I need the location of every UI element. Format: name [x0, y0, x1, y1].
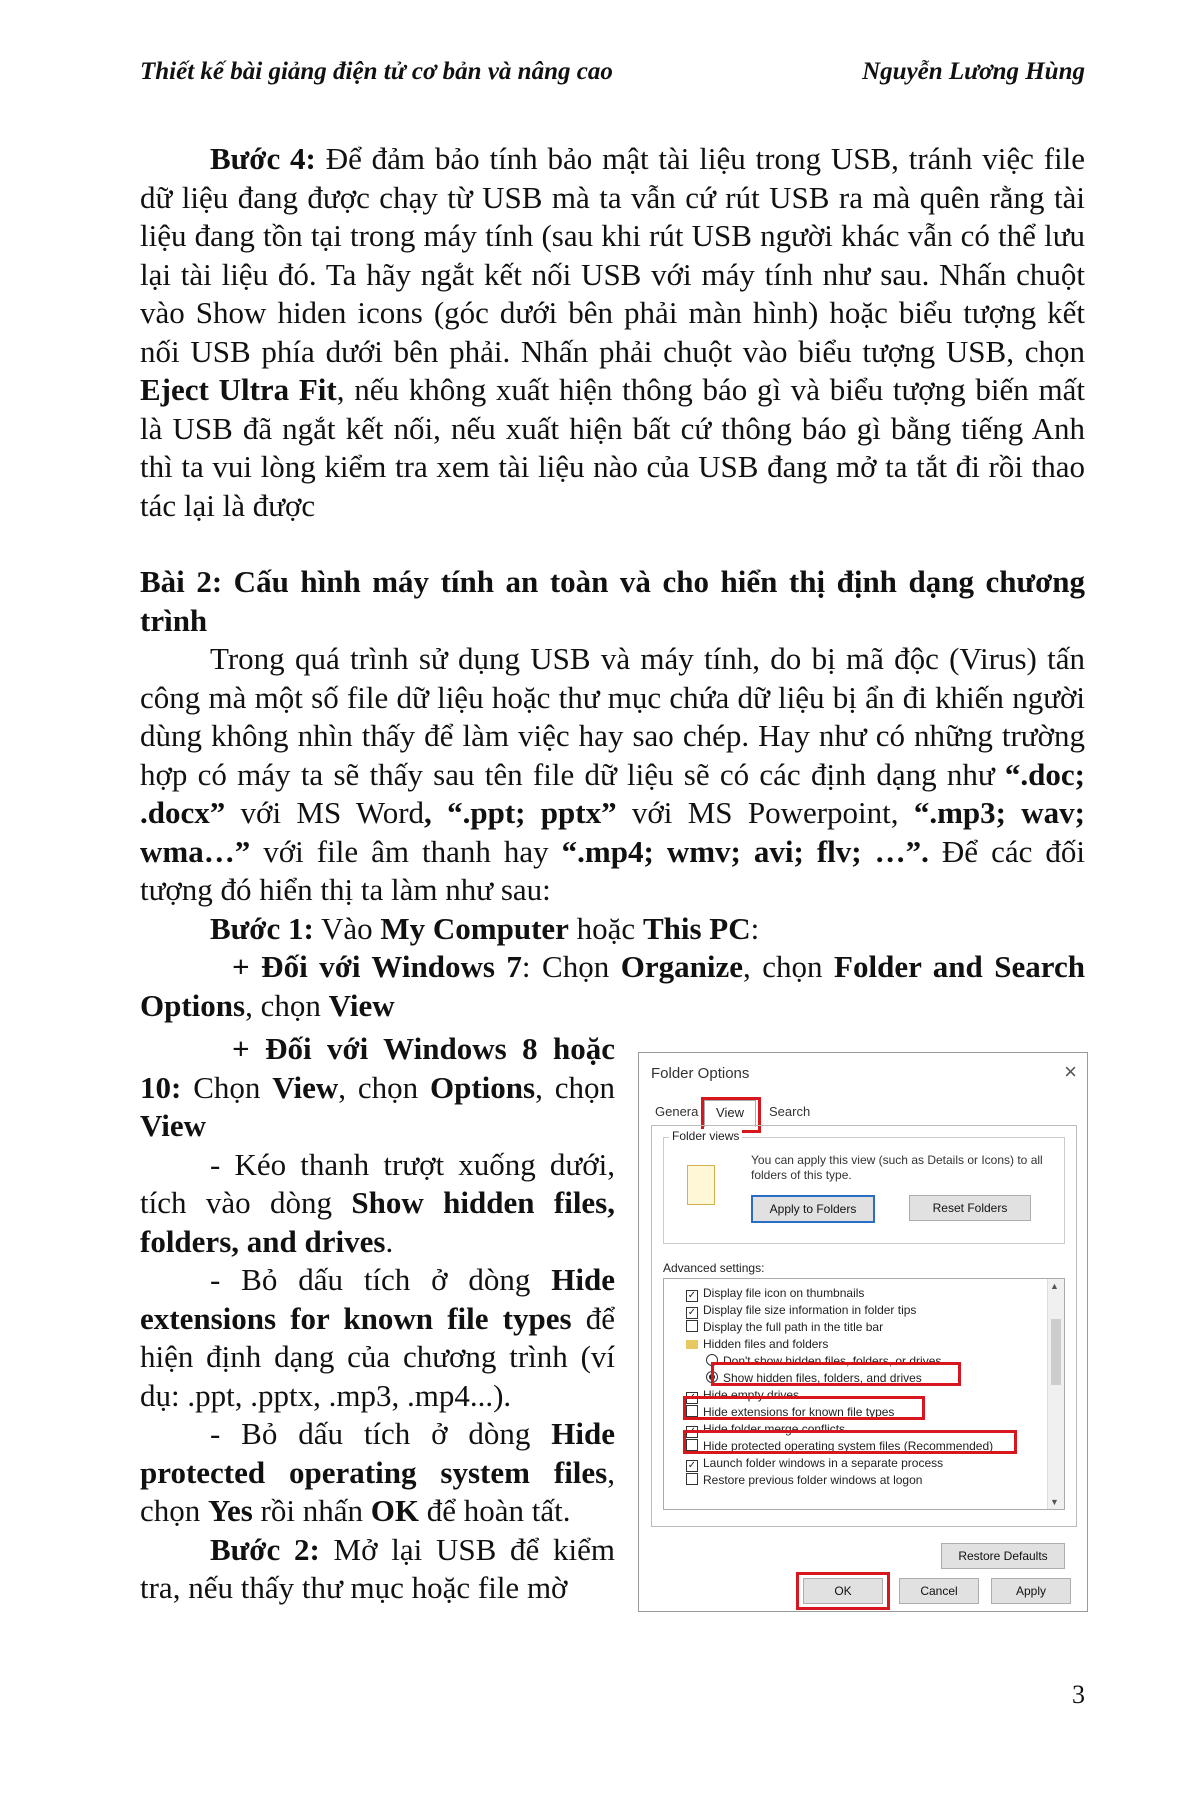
- scroll-up-icon[interactable]: ▲: [1050, 1281, 1059, 1291]
- eject-label: Eject Ultra Fit: [140, 372, 337, 407]
- ok-label: OK: [370, 1493, 419, 1528]
- advanced-settings-list[interactable]: [663, 1278, 1065, 1510]
- item-label: Show hidden files, folders, and drives: [723, 1371, 922, 1385]
- list-item[interactable]: [686, 1319, 883, 1336]
- left-column-text: [140, 1030, 615, 1608]
- step1-label: Bước 1:: [210, 910, 314, 946]
- apply-to-folders-button[interactable]: Apply to Folders: [751, 1195, 875, 1223]
- folder-icon: [686, 1340, 698, 1349]
- checkbox-checked[interactable]: ✓: [687, 1290, 697, 1301]
- dialog-title: Folder Options: [651, 1065, 750, 1082]
- checkbox-checked[interactable]: ✓: [687, 1307, 697, 1318]
- reset-folders-button[interactable]: Reset Folders: [909, 1195, 1031, 1221]
- folder-views-label: Folder views: [669, 1129, 742, 1143]
- format-ppt: “.ppt; pptx”: [447, 795, 617, 830]
- header-author: Nguyễn Lương Hùng: [862, 58, 1085, 85]
- win8-paragraph: [140, 1030, 615, 1146]
- step4-label: Bước 4:: [210, 141, 316, 176]
- step1-line: [140, 910, 1085, 949]
- win7-text: , chọn: [743, 949, 835, 984]
- item-label: Hide protected operating system files (Recommended): [703, 1439, 994, 1453]
- checkbox-checked[interactable]: ✓: [687, 1392, 697, 1403]
- view-label: View: [328, 987, 395, 1023]
- close-icon[interactable]: ×: [1064, 1059, 1077, 1084]
- substep-text: để hoàn tất.: [418, 1493, 571, 1528]
- intro-text: với MS Word: [225, 795, 425, 830]
- view-label: View: [272, 1069, 339, 1105]
- checkbox-unchecked[interactable]: [686, 1473, 698, 1485]
- format-word: “.doc; .docx”: [140, 756, 1085, 830]
- step2-text: Mở lại USB để kiểm tra, nếu thấy thư mục hoặc file mờ: [140, 1531, 615, 1605]
- list-item[interactable]: [686, 1472, 922, 1489]
- intro-text: Trong quá trình sử dụng USB và máy tính, do bị mã độc (Virus) tấn công mà một số file dữ liệu hoặc thư mục chứa dữ liệu bị ẩn đi khiến người dùng không nhìn thấy để làm việc hay sao chép. Hay như có những trường hợp có máy ta sẽ thấy sau tên file dữ liệu sẽ có các định dạng như: [140, 641, 1085, 792]
- my-computer-label: My Computer: [380, 910, 569, 946]
- view-label: View: [140, 1108, 206, 1143]
- section-heading: Bài 2: Cấu hình máy tính an toàn và cho hiển thị định dạng chương trình: [140, 564, 1085, 638]
- folder-options-dialog: [638, 1052, 1088, 1612]
- apply-button[interactable]: Apply: [991, 1578, 1071, 1604]
- item-label: Restore previous folder windows at logon: [703, 1473, 923, 1487]
- scroll-thumb[interactable]: [1051, 1319, 1061, 1385]
- checkbox-checked[interactable]: ✓: [687, 1460, 697, 1471]
- step1-text: Vào: [313, 910, 381, 946]
- hide-protected-highlight: [683, 1430, 1017, 1454]
- win8-text: Chọn: [181, 1069, 273, 1105]
- advanced-settings-label: Advanced settings:: [663, 1261, 765, 1275]
- intro-paragraph: [140, 640, 1085, 910]
- item-label: Hidden files and folders: [703, 1337, 829, 1351]
- cancel-button[interactable]: Cancel: [899, 1578, 979, 1604]
- substep-text: rồi nhấn: [252, 1493, 371, 1528]
- win7-text: , chọn: [245, 987, 329, 1023]
- tab-general[interactable]: Genera: [655, 1104, 699, 1119]
- page-number: 3: [1072, 1680, 1085, 1709]
- intro-text: với MS Powerpoint,: [616, 795, 914, 830]
- intro-text: Để các đối tượng đó hiển thị ta làm như sau:: [140, 833, 1085, 907]
- show-hidden-label: Show hidden files, folders, and drives: [140, 1185, 616, 1259]
- substep-text: - Kéo thanh trượt xuống dưới, tích vào dòng: [140, 1146, 615, 1220]
- item-label: Display file size information in folder tips: [703, 1303, 917, 1317]
- list-item[interactable]: [686, 1302, 916, 1319]
- ok-button[interactable]: OK: [803, 1578, 883, 1604]
- hide-extensions-highlight: [683, 1396, 925, 1420]
- format-video: “.mp4; wmv; avi; flv; …”.: [561, 833, 929, 869]
- win7-label: + Đối với Windows 7: [232, 949, 522, 984]
- tab-view[interactable]: View: [704, 1100, 756, 1127]
- list-item[interactable]: [686, 1285, 864, 1302]
- step1-text: :: [750, 910, 760, 946]
- scrollbar[interactable]: [1047, 1279, 1064, 1509]
- intro-text: với file âm thanh hay: [250, 833, 562, 869]
- ok-highlight: [796, 1572, 890, 1610]
- item-label: Launch folder windows in a separate process: [703, 1456, 944, 1470]
- scroll-down-icon[interactable]: ▼: [1050, 1497, 1059, 1507]
- win8-text: , chọn: [535, 1069, 615, 1105]
- folder-icon: [687, 1165, 715, 1205]
- main-text: [140, 140, 1085, 1025]
- show-hidden-highlight: [711, 1362, 961, 1386]
- substep2: [140, 1261, 615, 1415]
- hide-protected-label: Hide protected operating system files: [140, 1416, 615, 1490]
- item-label: Display file icon on thumbnails: [703, 1286, 865, 1300]
- win8-label: + Đối với Windows 8 hoặc 10:: [140, 1031, 615, 1105]
- running-header: [140, 58, 1085, 94]
- list-item: [686, 1336, 828, 1353]
- substep-text: .: [385, 1223, 394, 1259]
- list-item[interactable]: [686, 1455, 943, 1472]
- format-audio: “.mp3; wav; wma…”: [140, 795, 1085, 869]
- folder-views-text: You can apply this view (such as Details or Icons) to all folders of this type.: [751, 1153, 1043, 1182]
- substep1: [140, 1146, 615, 1262]
- this-pc-label: This PC: [642, 910, 751, 946]
- header-title: Thiết kế bài giảng điện tử cơ bản và nâng cao: [140, 58, 613, 85]
- hide-extensions-label: Hide extensions for known file types: [140, 1262, 615, 1336]
- comma: ,: [424, 795, 448, 830]
- item-label: Don't show hidden files, folders, or drives: [723, 1354, 942, 1368]
- item-label: Display the full path in the title bar: [703, 1320, 884, 1334]
- spacer: [140, 525, 1085, 563]
- step4-text: Để đảm bảo tính bảo mật tài liệu trong USB, tránh việc file dữ liệu đang được chạy từ USB mà ta vẫn cứ rút USB ra mà quên rằng tài liệu đang tồn tại trong máy tính (sau khi rút USB người khác vẫn có thể lưu lại tài liệu đó. Ta hãy ngắt kết nối USB với máy tính như sau. Nhấn chuột vào Show hiden icons (góc dưới bên phải màn hình) hoặc biểu tượng kết nối USB phía dưới bên phải. Nhấn phải chuột vào biểu tượng USB, chọn: [140, 141, 1085, 369]
- folder-search-options-label: Folder and Search Options: [140, 949, 1086, 1023]
- step4-paragraph: [140, 140, 1085, 525]
- substep-text: , chọn: [140, 1454, 615, 1528]
- tab-search[interactable]: Search: [769, 1104, 811, 1119]
- item-label: Hide empty drives: [703, 1388, 800, 1402]
- step2-paragraph: [140, 1531, 615, 1608]
- restore-defaults-button[interactable]: Restore Defaults: [941, 1543, 1065, 1569]
- item-label: Hide folder merge conflicts: [703, 1422, 846, 1436]
- yes-label: Yes: [208, 1493, 253, 1528]
- checkbox-checked[interactable]: ✓: [687, 1426, 697, 1437]
- step4-text-end: , nếu không xuất hiện thông báo gì và biểu tượng biến mất là USB đã ngắt kết nối, nếu xuất hiện bất cứ thông báo gì bằng tiếng Anh thì ta vui lòng kiểm tra xem tài liệu nào của USB đang mở ta tắt đi rồi thao tác lại là được: [140, 372, 1085, 523]
- substep-text: để hiện định dạng của chương trình (ví dụ: .ppt, .pptx, .mp3, .mp4...).: [140, 1300, 615, 1413]
- item-label: Hide extensions for known file types: [703, 1405, 895, 1419]
- win7-paragraph: [140, 948, 1085, 1025]
- checkbox-unchecked[interactable]: [686, 1320, 698, 1332]
- win7-text: : Chọn: [521, 949, 621, 984]
- substep3: [140, 1415, 615, 1531]
- substep-text: - Bỏ dấu tích ở dòng: [210, 1416, 552, 1451]
- substep-text: - Bỏ dấu tích ở dòng: [210, 1262, 552, 1297]
- organize-label: Organize: [620, 949, 743, 984]
- step1-text: hoặc: [568, 910, 643, 946]
- options-label: Options: [430, 1069, 536, 1105]
- step2-label: Bước 2:: [210, 1531, 320, 1567]
- win8-text: , chọn: [338, 1069, 430, 1105]
